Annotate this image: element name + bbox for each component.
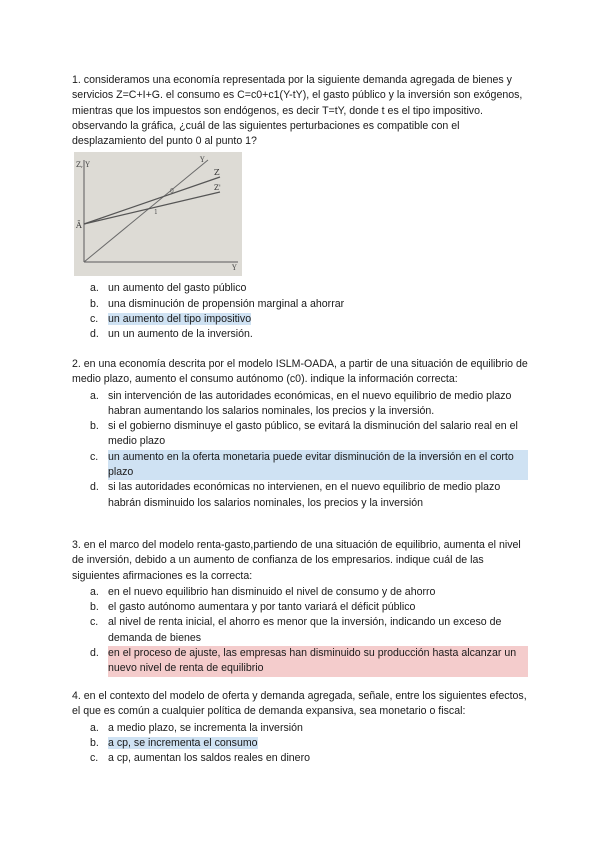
question-1-option-c[interactable]	[72, 312, 528, 327]
question-3-option-b[interactable]	[72, 600, 528, 615]
question-4	[72, 689, 528, 766]
highlighted-answer: a cp, se incrementa el consumo	[108, 736, 258, 749]
option-letter: b.	[90, 297, 99, 310]
option-letter: b.	[90, 601, 99, 614]
question-4-stem: 4. en el contexto del modelo de oferta y demanda agregada, señale, entre los siguientes efectos, el que es común a cualquier política de demanda expansiva, sea monetario o fiscal:	[72, 690, 527, 718]
question-3	[72, 538, 528, 677]
option-text: si el gobierno disminuye el gasto público, se evitará la disminución del salario real en el medio plazo	[108, 420, 518, 448]
option-letter: a.	[90, 389, 99, 402]
question-1-option-a[interactable]	[72, 281, 528, 296]
question-3-option-a[interactable]	[72, 585, 528, 600]
question-1-option-d[interactable]	[72, 327, 528, 342]
question-3-options	[72, 585, 528, 677]
question-1	[72, 73, 528, 343]
option-letter: c.	[90, 450, 99, 463]
option-text: un aumento del gasto público	[108, 282, 247, 295]
question-3-option-c[interactable]	[72, 615, 528, 646]
option-letter: a.	[90, 282, 99, 295]
option-text: si las autoridades económicas no intervienen, en el nuevo equilibrio de medio plazo habrán disminuido los salarios nominales, los precios y la inversión	[108, 481, 501, 509]
option-letter: b.	[90, 736, 99, 749]
graph-x-axis-label: Y	[232, 264, 237, 273]
option-letter: b.	[90, 420, 99, 433]
question-1-graph	[74, 152, 242, 276]
highlighted-answer: un aumento en la oferta monetaria puede evitar disminución de la inversión en el corto plazo	[108, 450, 528, 481]
question-2-options	[72, 389, 528, 511]
question-2-option-d[interactable]	[72, 480, 528, 511]
option-text: sin intervención de las autoridades económicas, en el nuevo equilibrio de medio plazo habran aumentando los salarios nominales, los precios y la inversión.	[108, 389, 512, 417]
question-2-option-c[interactable]	[72, 450, 528, 481]
option-text: una disminución de propensión marginal a ahorrar	[108, 297, 345, 310]
option-text	[108, 736, 528, 751]
question-2-option-a[interactable]	[72, 389, 528, 420]
option-letter: c.	[90, 616, 99, 629]
option-text: a medio plazo, se incrementa la inversión	[108, 721, 303, 734]
option-letter: c.	[90, 313, 99, 326]
question-4-option-a[interactable]	[72, 721, 528, 736]
question-3-stem: 3. en el marco del modelo renta-gasto,partiendo de una situación de equilibrio, aumenta el nivel de inversión, debido a un aumento de confianza de los empresarios. indique cuál de las siguientes afirmaciones es la correcta:	[72, 539, 521, 582]
highlighted-answer: en el proceso de ajuste, las empresas han disminuido su producción hasta alcanzar un nuevo nivel de renta de equilibrio	[108, 646, 528, 677]
question-2-stem: 2. en una economía descrita por el modelo ISLM-OADA, a partir de una situación de equilibrio de medio plazo, aumento el consumo autónomo (c0). indique la información correcta:	[72, 358, 528, 386]
highlighted-answer: un aumento del tipo impositivo	[108, 313, 252, 326]
graph-y-axis-label: Z, Y	[76, 161, 90, 170]
option-text: el gasto autónomo aumentara y por tanto variará el déficit público	[108, 601, 416, 614]
graph-point-label-0: 0	[170, 188, 174, 196]
option-text: a cp, aumentan los saldos reales en dinero	[108, 752, 310, 765]
graph-line-label-z-prime: Z'	[214, 184, 221, 193]
option-letter: c.	[90, 752, 99, 765]
question-3-option-d[interactable]	[72, 646, 528, 677]
question-4-option-b[interactable]	[72, 736, 528, 751]
option-text	[108, 312, 528, 327]
option-letter: a.	[90, 721, 99, 734]
graph-svg	[74, 152, 242, 276]
graph-point-label-1: 1	[154, 209, 158, 217]
question-2-option-b[interactable]	[72, 419, 528, 450]
question-4-option-c[interactable]	[72, 751, 528, 766]
option-text: al nivel de renta inicial, el ahorro es menor que la inversión, indicando un exceso de demanda de bienes	[108, 616, 502, 644]
question-4-options	[72, 721, 528, 767]
graph-line-label-y: Y	[200, 156, 205, 165]
option-text: un un aumento de la inversión.	[108, 328, 253, 341]
option-text: en el nuevo equilibrio han disminuido el nivel de consumo y de ahorro	[108, 585, 436, 598]
graph-intercept-label: Ā	[76, 221, 82, 231]
graph-line-label-z: Z	[214, 168, 220, 178]
question-2	[72, 357, 528, 511]
option-letter: a.	[90, 585, 99, 598]
option-letter: d.	[90, 647, 99, 660]
option-letter: d.	[90, 481, 99, 494]
question-1-option-b[interactable]	[72, 297, 528, 312]
question-1-stem: 1. consideramos una economía representada por la siguiente demanda agregada de bienes y servicios Z=C+I+G. el consumo es C=c0+c1(Y-tY), el gasto público y la inversión son exógenos, mientras que los impuestos son endógenos, es decir T=tY, donde t es el tipo impositivo. observando la gráfica, ¿cuál de las siguientes perturbaciones es compatible con el desplazamiento del punto 0 al punto 1?	[72, 74, 523, 148]
question-1-options	[72, 281, 528, 342]
option-letter: d.	[90, 328, 99, 341]
